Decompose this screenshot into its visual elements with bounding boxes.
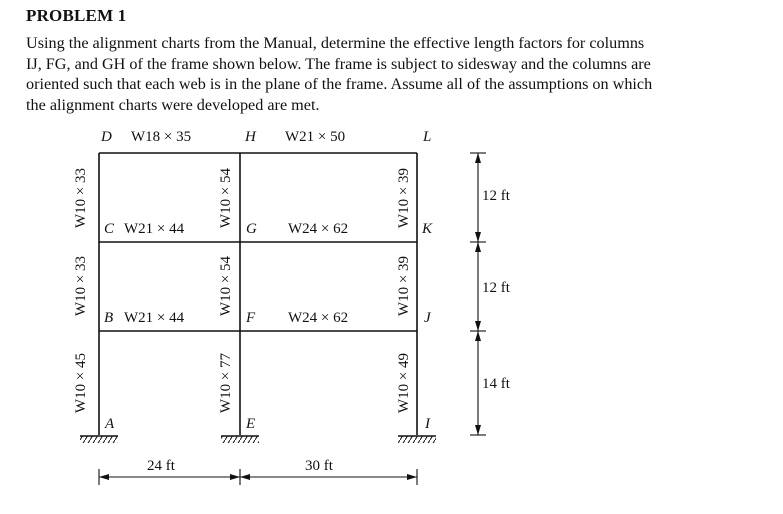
joint-label-E: E [246,416,256,432]
joint-label-K: K [422,221,433,237]
joint-label-L: L [423,129,432,145]
column-label-mid-mid: W10 × 54 [218,255,234,317]
column-label-mid-top: W10 × 54 [218,167,234,229]
fixed-support-E [221,436,259,443]
joint-label-H: H [245,129,256,145]
joint-label-J: J [424,310,431,326]
column-label-right-bot: W10 × 49 [396,352,412,414]
joint-label-D: D [101,129,112,145]
column-label-left-mid: W10 × 33 [73,255,89,317]
column-label-right-mid: W10 × 39 [396,255,412,317]
fixed-support-A [80,436,118,443]
beam-label-CG: W21 × 44 [124,221,185,237]
fixed-support-I [398,436,436,443]
statement-line: IJ, FG, and GH of the frame shown below. The frame is subject to sidesway and the columns are [26,54,651,73]
column-label-left-bot: W10 × 45 [73,352,89,414]
statement-line: Using the alignment charts from the Manual, determine the effective length factors for columns [26,34,645,52]
statement-line: the alignment charts were developed are met. [26,95,320,114]
beam-label-BF: W21 × 44 [124,310,185,326]
joint-label-G: G [246,221,257,237]
dimension-story-mid: 12 ft [482,280,510,296]
joint-label-B: B [104,310,114,326]
beam-label-FJ: W24 × 62 [288,310,349,326]
beam-label-GK: W24 × 62 [288,221,349,237]
beam-label-DH: W18 × 35 [131,129,192,145]
problem-title: PROBLEM 1 [26,6,127,25]
joint-label-I: I [425,416,430,432]
joint-label-A: A [105,416,115,432]
dimension-bay-right: 30 ft [305,458,333,474]
frame-members [99,153,417,435]
beam-label-HL: W21 × 50 [285,129,346,145]
joint-label-C: C [104,221,115,237]
statement-line: oriented such that each web is in the plane of the frame. Assume all of the assumptions on which [26,75,653,93]
joint-label-F: F [246,310,256,326]
column-label-mid-bot: W10 × 77 [218,352,234,414]
dimension-story-top: 12 ft [482,188,510,204]
column-label-right-top: W10 × 39 [396,167,412,229]
dimension-bay-left: 24 ft [147,458,175,474]
dimension-story-bot: 14 ft [482,376,510,392]
column-label-left-top: W10 × 33 [73,167,89,229]
